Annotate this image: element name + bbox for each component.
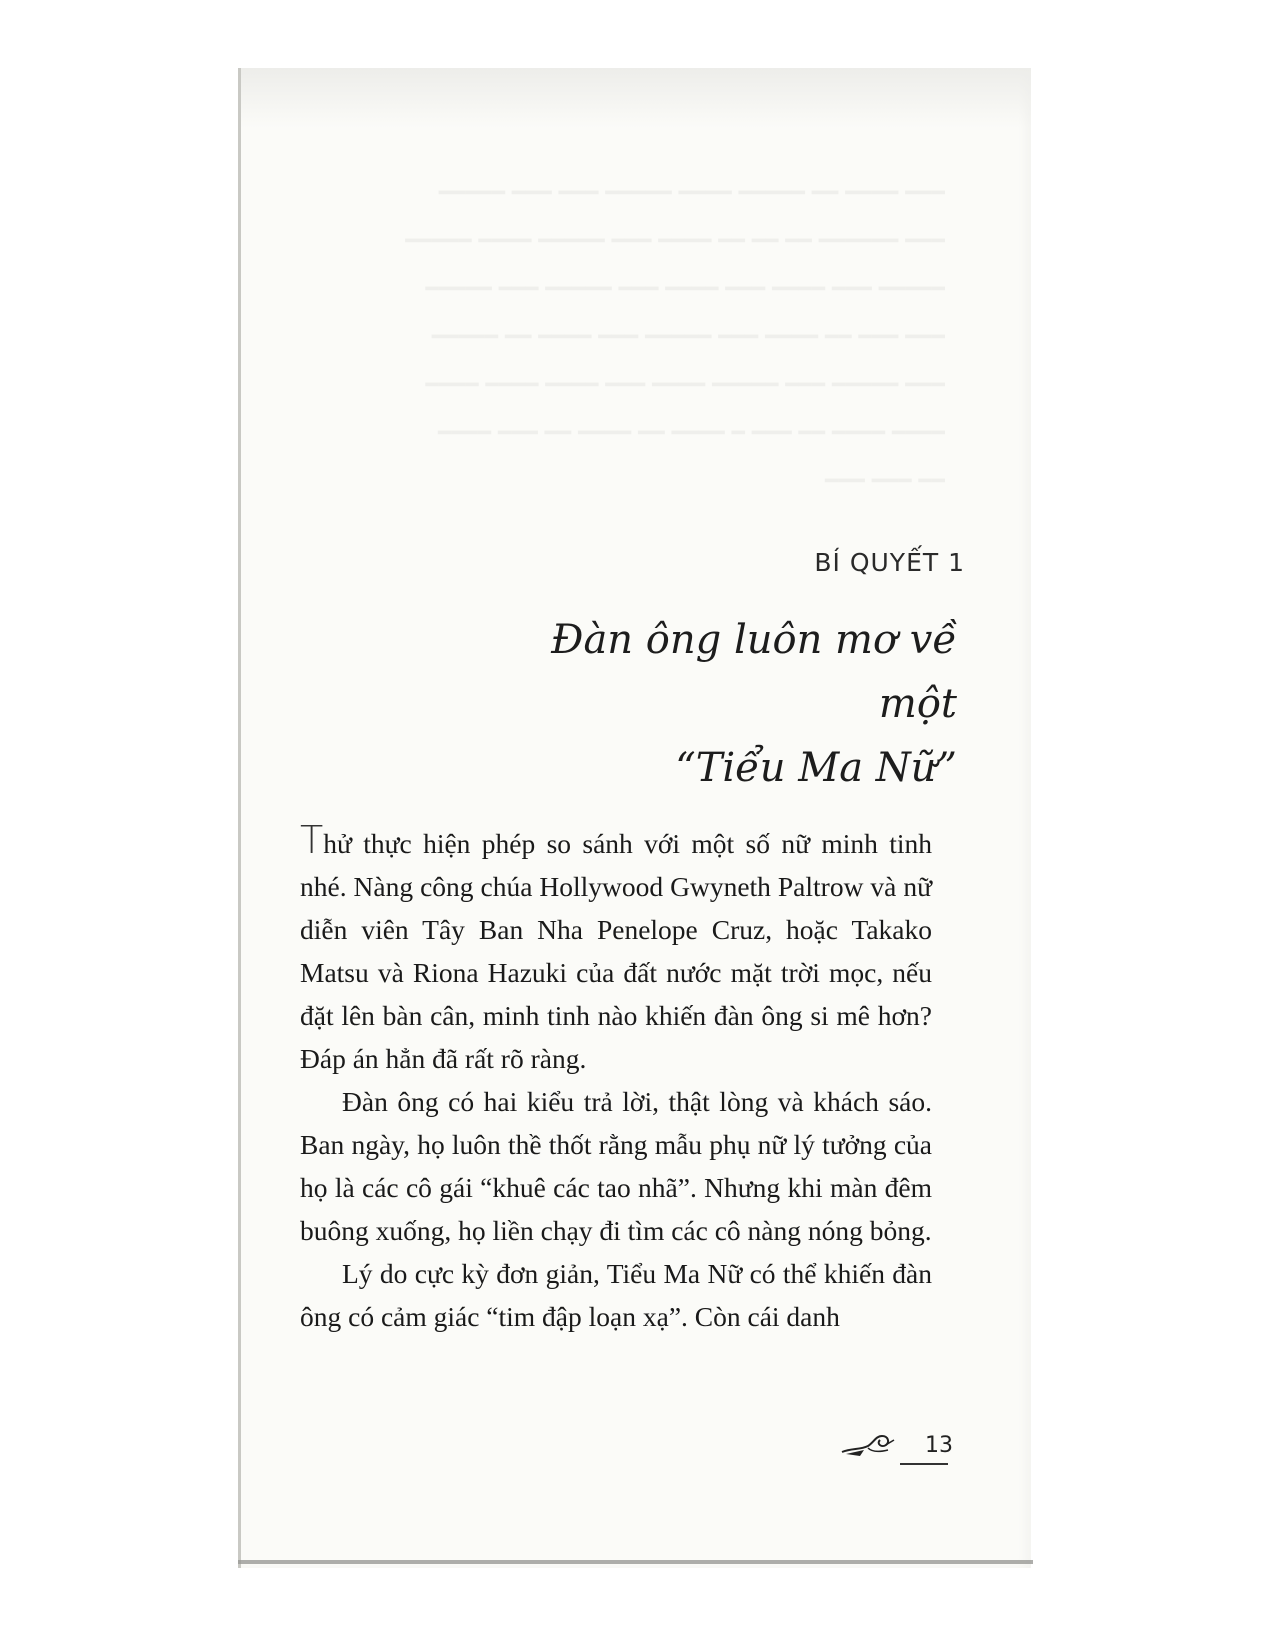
paragraph-text: hử thực hiện phép so sánh với một số nữ minh tinh nhé. Nàng công chúa Hollywood Gwyneth Paltrow và nữ diễn viên Tây Ban Nha Penelope Cruz, hoặc Takako Matsu và Riona Hazuki của đất nước mặt trời mọc, nếu đặt lên bàn cân, minh tinh nào khiến đàn ông si mê hơn? Đáp án hẳn đã rất rõ ràng.	[300, 828, 932, 1074]
paragraph: Đàn ông có hai kiểu trả lời, thật lòng và khách sáo. Ban ngày, họ luôn thề thốt rằng mẫu phụ nữ lý tưởng của họ là các cô gái “khuê các tao nhã”. Nhưng khi màn đêm buông xuống, họ liền chạy đi tìm các cô nàng nóng bỏng.	[300, 1086, 932, 1246]
section-label: BÍ QUYẾT 1	[814, 548, 965, 577]
drop-cap: T	[300, 818, 324, 862]
page-bottom-edge	[238, 1560, 1033, 1564]
chapter-title-line: Đàn ông luôn mơ về một	[551, 617, 957, 727]
page-number: 13	[925, 1433, 953, 1458]
flourish-ornament-icon	[840, 1430, 900, 1464]
paragraph	[300, 818, 932, 1080]
chapter-title-line: “Tiểu Ma Nữ”	[675, 745, 957, 791]
show-through-text: ━━━ ━━━━ ━━ ━━━━━ ━━━━ ━━━━━ ━━━ ━━━ ━━━━━ ━━━ ━━━━━━ ━━ ━━ ━━ ━━━━ ━━━ ━━━━━ ━━━━ ━━━━━ ━━━━━ ━━━ ━━━━ ━━━ ━━━━ ━━━ ━━━━━ ━━━ ━━━━━ ━━━ ━━━ ━━ ━━━━ ━━━ ━━━━━ ━━━ ━━━━ ━━ ━━━━━ ━━━ ━━━━━ ━━━ ━━━━━ ━━━━ ━━━ ━━━━ ━━━━ ━━━━ ━━━━ ━━━━ ━━ ━━━ ━ ━━━━ ━━ ━━━━ ━━ ━━━ ━━━━ ━━ ━━━ ━━━	[405, 181, 945, 494]
chapter-title	[537, 608, 957, 800]
body-text	[300, 818, 932, 1338]
paragraph: Lý do cực kỳ đơn giản, Tiểu Ma Nữ có thể khiến đàn ông có cảm giác “tim đập loạn xạ”. Còn cái danh	[300, 1258, 932, 1332]
footer-rule	[900, 1463, 948, 1465]
page-footer	[840, 1425, 953, 1475]
